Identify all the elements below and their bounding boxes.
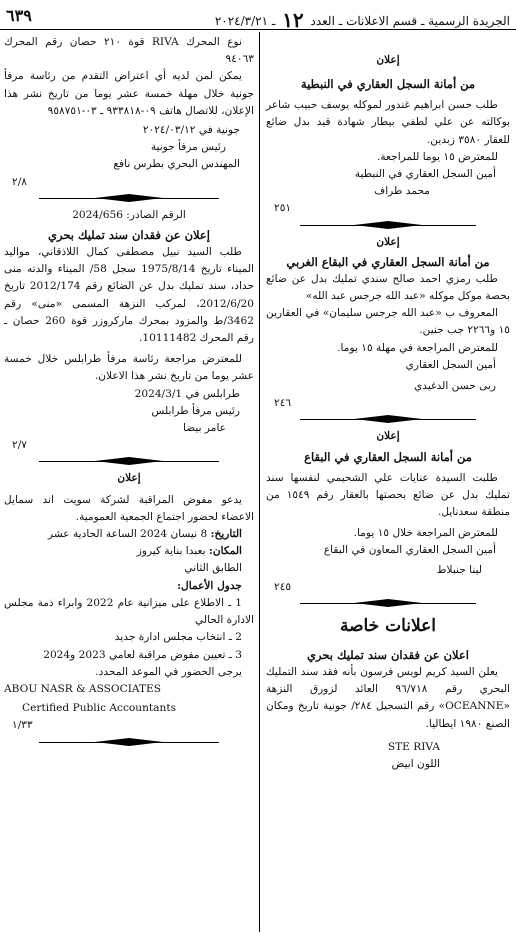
- separator: [4, 735, 254, 751]
- notice-objection: للمعترض المراجعة خلال ١٥ يوما.: [353, 527, 498, 540]
- signer-name: اللون ابيض: [391, 758, 440, 771]
- right-column: [266, 34, 510, 773]
- signer-name: ربى حسن الدغيدي: [413, 380, 496, 393]
- issue-number: ١٢: [282, 8, 304, 32]
- notice-ref: ٢/٧: [12, 439, 27, 452]
- separator: [4, 191, 254, 207]
- meeting-floor: الطابق الثاني: [184, 562, 242, 575]
- signer-name: عامر بيضا: [183, 422, 226, 435]
- notice-ref: ٢/٨: [12, 175, 27, 188]
- signer-latin: STE RIVA: [387, 740, 440, 753]
- notice-body-continued: المعروف ب «عبد الله جرجس سليمان» في العقارين ١٥ و٢٢٦٦ جب جنين.: [266, 307, 510, 337]
- notice-objection: للمعترض مراجعة رئاسة مرفأ طرابلس خلال خمسة عشر يوما من تاريخ نشر هذا الاعلان.: [4, 353, 254, 383]
- signer-name: محمد طراف: [374, 185, 430, 198]
- agenda-label: جدول الأعمال:: [177, 579, 242, 592]
- separator: [266, 412, 510, 428]
- engine-info: نوع المحرك RIVA قوة ٢١٠ حصان رقم المحرك ٩٤٠٦٣: [4, 36, 254, 66]
- notice-body: يدعو مفوض المراقبة لشركة سويت اند سمايل الاعضاء لحضور اجتماع الجمعية العمومية.: [4, 493, 254, 523]
- signer-title: رئيس مرفأ طرابلس: [151, 404, 240, 417]
- issue-date: ـ ٢٠٢٤/٣/٢١: [214, 14, 276, 28]
- gazette-section: الجريدة الرسمية ـ قسم الاعلانات ـ العدد: [310, 14, 510, 28]
- notice-label: إعلان: [376, 430, 400, 443]
- place-label: المكان:: [208, 545, 242, 558]
- notice-issuer: من أمانة السجل العقاري في البقاع الغربي: [286, 254, 490, 269]
- agenda-item: 1 ـ الاطلاع على ميزانية عام 2022 وابراء ذمة مجلس الادارة الحالي: [4, 596, 254, 627]
- notice-objection: للمعترض المراجعة في مهلة ١٥ يوما.: [337, 341, 498, 354]
- notice-ref: ١/٣٣: [12, 719, 33, 732]
- notice-body: يعلن السيد كريم لويس فرسون بأنه فقد سند التمليك البحري رقم ٩٦/٧١٨ العائد لزورق النزهة «OCEANNE» رقم التسجيل ٢٨٤/ جونية تاريخ ومكان الصنع ١٩٨٠ ايطاليا.: [266, 666, 511, 730]
- notice-general-assembly: [4, 470, 254, 734]
- notice-ref: ٢٤٥: [274, 580, 292, 593]
- notice-label: إعلان: [376, 235, 400, 248]
- notice-body: طلبت السيدة عنايات علي الشحيمي لنفسها سند تمليك بدل عن ضائع بحصتها بالعقار رقم ١٥٤٩ من منطقة سعدنايل.: [266, 471, 510, 519]
- meeting-place: [4, 543, 254, 560]
- notice-ref: ٢٥١: [274, 202, 292, 215]
- notice-ref: ٢٤٦: [274, 397, 292, 410]
- left-column: [4, 34, 254, 751]
- notice-body: طلب حسن ابراهيم غندور لموكله يوسف حبيب شاعر بوكالته عن علي لطفي بيطار شهادة قيد بدل ضائع للعقار ٣٥٨٠ زبدين.: [266, 99, 510, 146]
- closing-note: يرجى الحضور في الموعد المحدد.: [95, 665, 242, 678]
- date-value: 8 نيسان 2024 الساعة الحادية عشر: [47, 528, 208, 541]
- notice-body: يمكن لمن لديه أي اعتراض التقدم من رئاسة مرفأ جونية خلال مهلة خمسة عشر يوما من تاريخ نشر هذا الإعلان، للاتصال هاتف ٠٩-٩٣٣٨١٨ ـ ٠٣-٩٥٨٧٥١: [4, 70, 254, 117]
- notice-body: طلب السيد نبيل مصطفى كمال اللاذقاني، مواليد الميناء تاريخ 1975/8/14 سجل 58/ الميناء والدته منى حداد، سند تمليك بدل عن الضائع رقم 2012/174 تاريخ 2012/6/20، لمركب النزهة المسمى «منى» رقم 3462/ط والمزود بمحرك ماركروزر قوة 260 حصان ـ رقم المحرك 10111482.: [4, 246, 254, 345]
- notice-bekaa: [266, 428, 510, 596]
- notice-issuer: من أمانة السجل العقاري في النبطية: [300, 77, 476, 92]
- meeting-date: [4, 526, 254, 543]
- notice-objection: للمعترض ١٥ يوما للمراجعة.: [377, 150, 498, 163]
- signer-title: أمين السجل العقاري: [405, 358, 496, 371]
- gazette-title: [215, 8, 510, 32]
- signer-title: رئيس مرفأ جونية: [150, 141, 226, 154]
- outgoing-number: الرقم الصادر: 2024/656: [72, 208, 186, 221]
- signer-title: أمين السجل العقاري المعاون في البقاع: [323, 544, 496, 557]
- separator: [4, 454, 254, 470]
- page-number: ٦٣٩: [6, 6, 32, 25]
- notice-west-bekaa: [266, 234, 510, 413]
- firm-name: ABOU NASR & ASSOCIATES: [4, 682, 162, 695]
- notice-jounieh-continued: [4, 34, 254, 191]
- signer-name: لينا جنبلاط: [436, 563, 482, 576]
- separator: [266, 218, 510, 234]
- notice-date: طرابلس في 2024/3/1: [134, 387, 240, 400]
- section-heading: اعلانات خاصة: [339, 616, 437, 637]
- notice-title: اعلان عن فقدان سند تمليك بحري: [307, 648, 469, 663]
- notice-nabatieh: [266, 52, 510, 218]
- page-header: [0, 6, 516, 30]
- notice-label: إعلان: [117, 472, 141, 485]
- notice-title: إعلان عن فقدان سند تمليك بحري: [48, 228, 210, 243]
- notice-issuer: من أمانة السجل العقاري في البقاع: [304, 449, 472, 464]
- special-notices: [266, 612, 510, 773]
- agenda-item: 3 ـ تعيين مفوض مراقبة لعامي 2023 و2024: [43, 648, 242, 661]
- notice-tripoli: [4, 207, 254, 455]
- place-value: بعبدا بناية كيروز: [136, 545, 206, 558]
- date-label: التاريخ:: [210, 528, 242, 541]
- agenda-item: 2 ـ انتخاب مجلس ادارة جديد: [114, 631, 242, 644]
- signer-name: المهندس البحري بطرس نافع: [113, 158, 240, 171]
- notice-body: طلب رمزي احمد صالح سندي تمليك بدل عن ضائع بحصة موكل موكله «عبد الله جرجس عبد الله»: [266, 272, 510, 303]
- firm-subtitle: Certified Public Accountants: [22, 702, 177, 715]
- notice-label: إعلان: [376, 54, 400, 66]
- separator: [266, 596, 510, 612]
- notice-date: جونية في ٢٠٢٤/٠٣/١٢: [142, 124, 240, 137]
- signer-title: أمين السجل العقاري في النبطية: [354, 168, 496, 181]
- column-divider: [259, 32, 260, 932]
